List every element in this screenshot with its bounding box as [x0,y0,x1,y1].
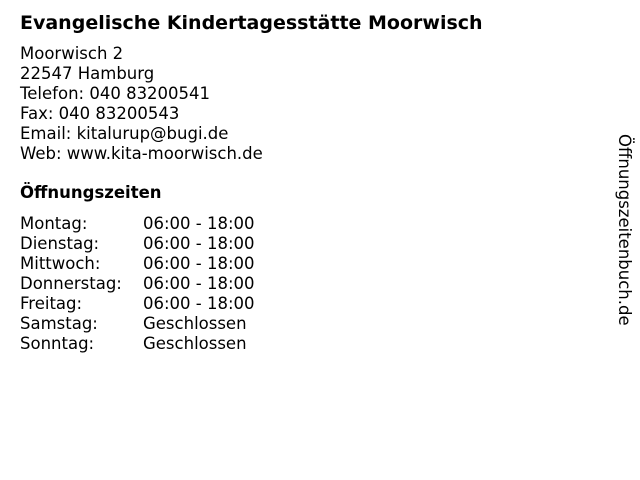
page-title: Evangelische Kindertagesstätte Moorwisch [20,12,483,34]
address-web: Web: www.kita-moorwisch.de [20,144,263,163]
address-city: 22547 Hamburg [20,64,155,83]
hours-time: 06:00 - 18:00 [143,254,255,273]
hours-time: 06:00 - 18:00 [143,214,255,233]
hours-day: Samstag: [20,314,98,333]
hours-time: 06:00 - 18:00 [143,234,255,253]
hours-time: Geschlossen [143,314,247,333]
hours-time: 06:00 - 18:00 [143,274,255,293]
hours-day: Sonntag: [20,334,95,353]
address-fax: Fax: 040 83200543 [20,104,180,123]
address-street: Moorwisch 2 [20,44,124,63]
hours-day: Mittwoch: [20,254,101,273]
hours-time: Geschlossen [143,334,247,353]
address-email: Email: kitalurup@bugi.de [20,124,229,143]
address-block [20,44,263,164]
hours-day: Freitag: [20,294,83,313]
hours-day: Montag: [20,214,88,233]
hours-day: Donnerstag: [20,274,122,293]
side-brand-text: Öffnungszeitenbuch.de [615,134,634,326]
address-phone: Telefon: 040 83200541 [20,84,211,103]
hours-time: 06:00 - 18:00 [143,294,255,313]
hours-heading: Öffnungszeiten [20,183,162,202]
hours-day: Dienstag: [20,234,100,253]
